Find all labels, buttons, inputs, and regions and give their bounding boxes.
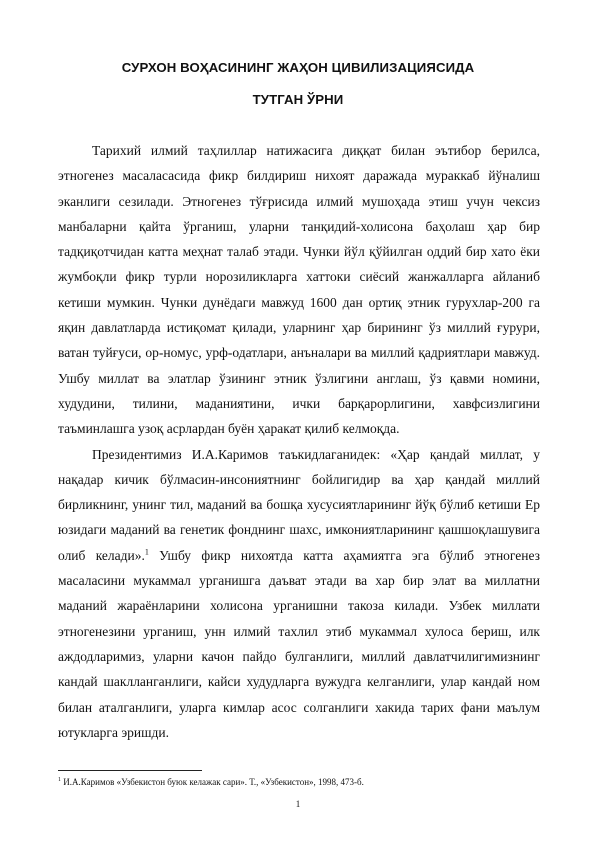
title-line-2: ТУТГАН ЎРНИ: [252, 92, 344, 107]
paragraph-2-quote: Президентимиз И.А.Каримов таъкидлаганидек: «Ҳар қандай миллат, у нақадар кичик бўлмасин-инсониятнинг бойлигидир ва ҳар қандай миллий бирликнинг, унинг тил, маданий ва бошқа хусусиятларининг йўқ бўлиб кетиши Ер юзидаги маданий ва генетик фонднинг шахс, имкониятларининг қашшоқлашувига олиб келади».: [58, 446, 540, 563]
footnote-text: И.А.Каримов «Узбекистон буюк келажак сари». Т., «Узбекистон», 1998, 473-б.: [61, 777, 364, 787]
footnote-reference[interactable]: 1: [144, 547, 149, 557]
paragraph-2: [58, 442, 540, 746]
paragraph-2-continuation: Ушбу фикр нихоятда катта аҳамиятга эга бўлиб этногенез масаласини мукаммал урганишга даъват этади ва хар бир элат ва миллатни маданий жараёнларини холисона урганишни такоза килади. Узбек миллати этногенезини урганиш, унн илмий тахлил этиб мукаммал хулоса бериш, илк аждодларимиз, уларни качон пайдо булганлиги, миллий давлатчилигимизнинг кандай шаклланганлиги, кайси худудларга вужудга келганлиги, улар кандай ном билан аталганлиги, уларга кимлар асос солганлиги хакида тарих фани маълум ютукларга эришди.: [58, 547, 540, 740]
footnote-marker: 1: [58, 777, 61, 783]
footnote-divider: [58, 770, 202, 771]
paragraph-1: Тарихий илмий таҳлиллар натижасига диққат билан эътибор берилса, этногенез масаласасида фикр билдириш нихоят даражада мураккаб йўналиш эканлиги сезилади. Этногенез тўғрисида илмий мушоҳада этиш учун чексиз манбаларни қайта ўрганиш, уларни танқидий-холисона баҳолаш ҳар бир тадқиқотчидан катта меҳнат талаб этади. Чунки йўл қўйилган оддий бир хато ёки жумбоқли фикр турли норозиликларга хаттоки сиёсий жанжалларга айланиб кетиши мумкин. Чунки дунёдаги мавжуд 1600 дан ортиқ этник гурухлар-200 га яқин давлатларда истиқомат қилади, уларнинг ҳар бирининг ўз миллий ғурури, ватан туйғуси, ор-номус, урф-одатлари, анъналари ва миллий қадриятлари мавжуд. Ушбу миллат ва элатлар ўзининг этник ўзлигини англаш, ўз қавми номини, худудини, тилини, маданиятини, ички барқарорлигини, хавфсизлигини таъминлашга узоқ асрлардан буён ҳаракат қилиб келмоқда.: [58, 143, 540, 437]
page-number: 1: [295, 799, 301, 809]
footnote: [58, 776, 540, 788]
title-line-1: СУРХОН ВОҲАСИНИНГ ЖАҲОН ЦИВИЛИЗАЦИЯСИДА: [121, 60, 475, 75]
body-text: [58, 138, 540, 745]
